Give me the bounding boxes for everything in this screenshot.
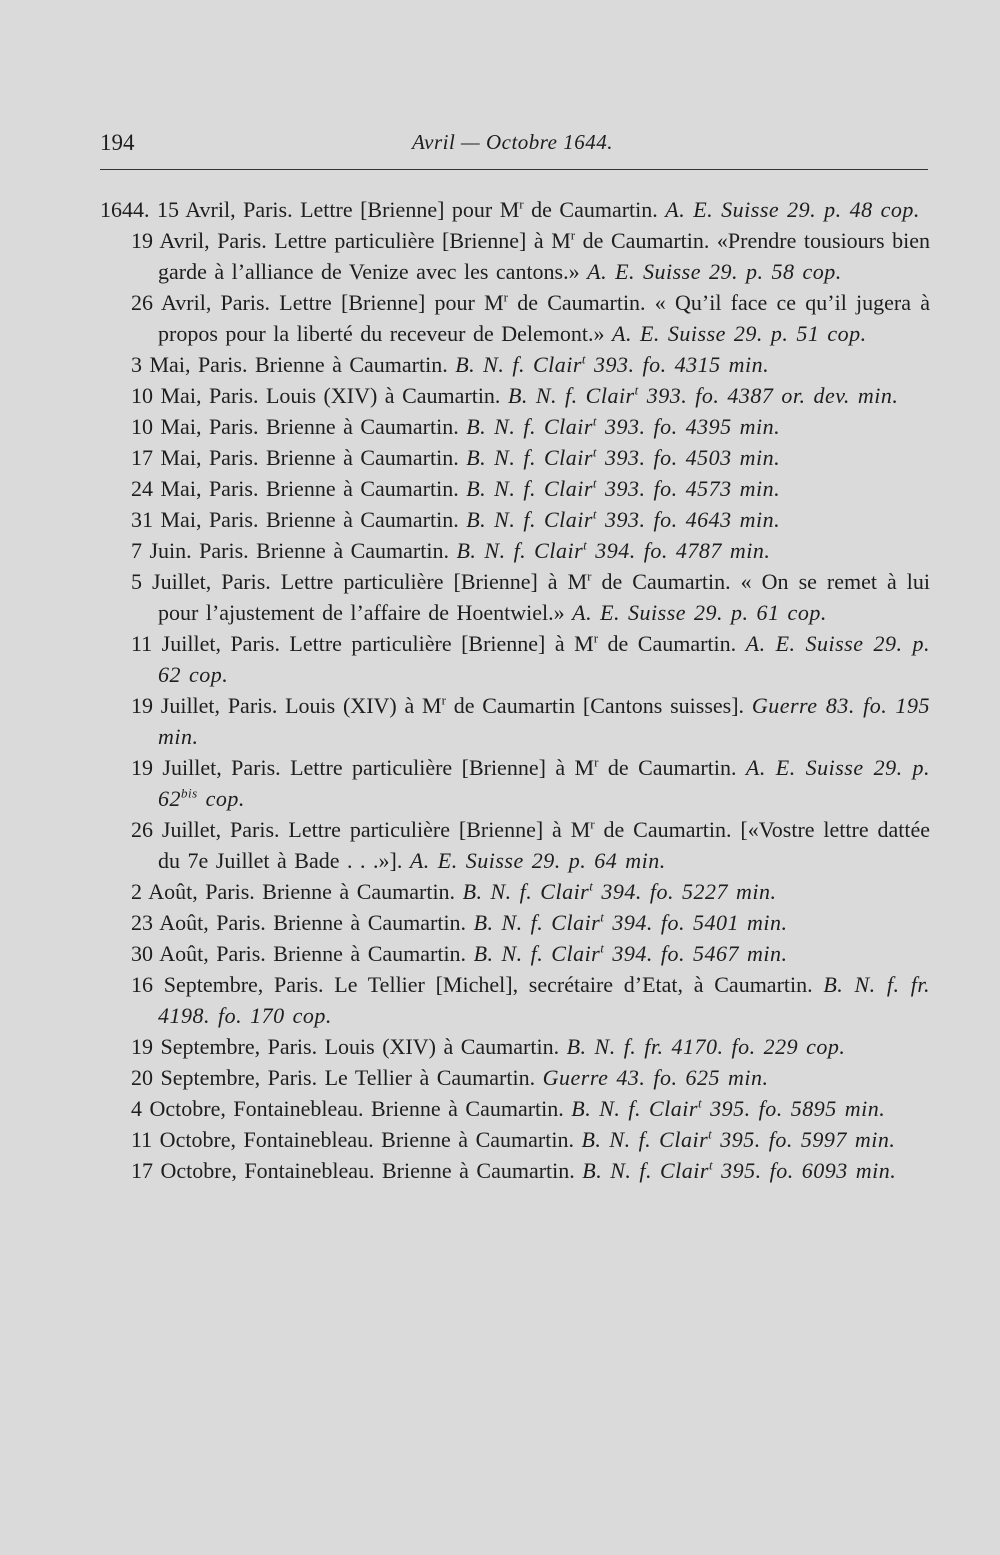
calendar-entry (100, 380, 930, 411)
calendar-entry (100, 969, 930, 1031)
entry-ref-sup: t (600, 909, 605, 925)
entry-ref: A. E. Suisse 29. p. 58 cop. (587, 259, 842, 284)
page-number: 194 (100, 130, 135, 155)
entry-sup: r (503, 289, 508, 305)
entry-ref: B. N. f. Clair (473, 910, 601, 935)
entry-post: de Caumartin. (523, 197, 666, 222)
entry-ref-sup: t (592, 475, 598, 491)
entry-ref-post: 393. fo. 4387 or. dev. min. (638, 383, 899, 408)
entry-sup: r (441, 692, 446, 708)
entry-ref: B. N. f. Clair (466, 414, 593, 439)
entry-ref-post: 395. fo. 5997 min. (712, 1127, 896, 1152)
entry-pre: 20 Septembre, Paris. Le Tellier à Caumartin. (131, 1065, 543, 1090)
entry-ref-post: 394. fo. 5467 min. (604, 941, 788, 966)
entry-pre: 30 Août, Paris. Brienne à Caumartin. (131, 941, 474, 966)
entry-ref: Guerre 43. fo. 625 min. (542, 1065, 769, 1090)
entry-sup: r (590, 816, 595, 832)
entry-pre: 11 Octobre, Fontainebleau. Brienne à Caumartin. (131, 1127, 582, 1152)
calendar-entry (100, 349, 930, 380)
entry-pre: 19 Avril, Paris. Lettre particulière [Brienne] à M (131, 228, 571, 253)
entry-post: de Caumartin. (598, 631, 746, 656)
entry-ref-sup: t (708, 1126, 713, 1142)
entry-ref-sup: t (634, 382, 639, 398)
entry-ref-sup: t (600, 940, 605, 956)
running-title: Avril — Octobre 1644. (411, 130, 614, 154)
entry-ref-post: 394. fo. 5401 min. (604, 910, 788, 935)
calendar-entry (100, 225, 930, 287)
entry-post: de Caumartin [Cantons suisses]. (445, 693, 752, 718)
entry-sup: r (519, 196, 524, 212)
entry-ref: B. N. f. Clair (581, 1127, 709, 1152)
entry-ref: B. N. f. Clair (466, 507, 593, 532)
entry-pre: 16 Septembre, Paris. Le Tellier [Michel], secrétaire d’Etat, à Caumartin. (131, 972, 824, 997)
entry-ref-sup: t (581, 351, 587, 367)
calendar-entry (100, 814, 930, 876)
entry-post: de Caumartin. « On se remet à lui pour l’ajustement de l’affaire de Hoentwiel.» (158, 569, 930, 625)
entry-ref: B. N. f. Clair (456, 538, 584, 563)
entry-ref-post: 395. fo. 5895 min. (702, 1096, 886, 1121)
entry-ref-sup: bis (181, 785, 198, 801)
entry-pre: 26 Juillet, Paris. Lettre particulière [Brienne] à M (131, 817, 591, 842)
entry-ref-post: 395. fo. 6093 min. (713, 1158, 897, 1183)
entry-pre: 1644. 15 Avril, Paris. Lettre [Brienne] pour M (100, 197, 520, 222)
entry-ref: B. N. f. fr. 4198. fo. 170 cop. (158, 972, 930, 1028)
entry-ref: B. N. f. Clair (455, 352, 582, 377)
entry-ref-sup: t (697, 1095, 703, 1111)
entry-pre: 7 Juin. Paris. Brienne à Caumartin. (131, 538, 457, 563)
entry-post: de Caumartin. (598, 755, 746, 780)
entry-pre: 10 Mai, Paris. Brienne à Caumartin. (131, 414, 467, 439)
entry-pre: 17 Mai, Paris. Brienne à Caumartin. (131, 445, 467, 470)
entry-ref-post: 393. fo. 4643 min. (597, 507, 781, 532)
calendar-entry (100, 907, 930, 938)
calendar-entry (100, 1155, 930, 1186)
running-header (100, 126, 925, 162)
entry-ref: B. N. f. Clair (507, 383, 635, 408)
entry-ref-sup: t (592, 413, 598, 429)
calendar-entry (100, 1124, 930, 1155)
entry-ref: B. N. f. Clair (582, 1158, 709, 1183)
calendar-entry (100, 628, 930, 690)
entry-ref-sup: t (583, 537, 588, 553)
calendar-entry (100, 938, 930, 969)
entry-pre: 17 Octobre, Fontainebleau. Brienne à Caumartin. (131, 1158, 583, 1183)
entry-ref: B. N. f. Clair (462, 879, 590, 904)
entry-ref-post: 394. fo. 4787 min. (587, 538, 771, 563)
calendar-entry (100, 566, 930, 628)
entry-pre: 26 Avril, Paris. Lettre [Brienne] pour M (131, 290, 504, 315)
entry-ref-post: 394. fo. 5227 min. (593, 879, 777, 904)
entry-list (100, 194, 930, 1186)
entry-pre: 31 Mai, Paris. Brienne à Caumartin. (131, 507, 467, 532)
calendar-entry (100, 287, 930, 349)
entry-pre: 24 Mai, Paris. Brienne à Caumartin. (131, 476, 467, 501)
entry-ref-sup: t (592, 506, 598, 522)
entry-sup: r (593, 630, 599, 646)
entry-ref-post: 393. fo. 4503 min. (597, 445, 781, 470)
entry-ref: A. E. Suisse 29. p. 64 min. (409, 848, 666, 873)
entry-ref-sup: t (589, 878, 594, 894)
entry-pre: 23 Août, Paris. Brienne à Caumartin. (131, 910, 474, 935)
calendar-entry (100, 473, 930, 504)
calendar-entry (100, 1031, 930, 1062)
entry-pre: 5 Juillet, Paris. Lettre particulière [Brienne] à M (131, 569, 588, 594)
entry-pre: 19 Septembre, Paris. Louis (XIV) à Caumartin. (131, 1034, 567, 1059)
calendar-entry (100, 504, 930, 535)
entry-ref: Guerre 83. fo. 195 min. (158, 693, 930, 749)
calendar-entry (100, 1062, 930, 1093)
entry-pre: 2 Août, Paris. Brienne à Caumartin. (131, 879, 463, 904)
entry-ref: A. E. Suisse 29. p. 61 cop. (572, 600, 827, 625)
entry-sup: r (587, 568, 592, 584)
entry-ref-sup: t (708, 1157, 714, 1173)
entry-pre: 11 Juillet, Paris. Lettre particulière [Brienne] à M (131, 631, 594, 656)
header-rule (100, 169, 928, 170)
entry-ref: B. N. f. Clair (571, 1096, 698, 1121)
entry-ref-sup: t (592, 444, 598, 460)
entry-ref-post: 393. fo. 4395 min. (597, 414, 781, 439)
entry-post: de Caumartin. « Qu’il face ce qu’il jugera à propos pour la liberté du receveur de Delemont.» (158, 290, 930, 346)
calendar-entry (100, 876, 930, 907)
entry-ref: B. N. f. Clair (466, 445, 593, 470)
entry-pre: 19 Juillet, Paris. Lettre particulière [Brienne] à M (131, 755, 595, 780)
entry-sup: r (570, 227, 576, 243)
entry-ref-post: 393. fo. 4315 min. (586, 352, 770, 377)
entry-ref: B. N. f. fr. 4170. fo. 229 cop. (566, 1034, 846, 1059)
entry-sup: r (594, 754, 599, 770)
calendar-entry (100, 1093, 930, 1124)
calendar-entry (100, 752, 930, 814)
calendar-entry (100, 690, 930, 752)
entry-post: de Caumartin. [«Vostre lettre dattée du 7e Juillet à Bade . . .»]. (158, 817, 931, 873)
entry-ref: B. N. f. Clair (473, 941, 601, 966)
calendar-entry (100, 411, 930, 442)
calendar-entry (100, 535, 930, 566)
calendar-entry (100, 442, 930, 473)
entry-ref: A. E. Suisse 29. p. 62 (158, 755, 930, 811)
entry-ref: A. E. Suisse 29. p. 51 cop. (612, 321, 867, 346)
entry-ref: A. E. Suisse 29. p. 62 cop. (158, 631, 930, 687)
entry-ref: B. N. f. Clair (466, 476, 593, 501)
entry-pre: 19 Juillet, Paris. Louis (XIV) à M (131, 693, 442, 718)
entry-pre: 4 Octobre, Fontainebleau. Brienne à Caumartin. (131, 1096, 572, 1121)
entry-ref-post: 393. fo. 4573 min. (597, 476, 781, 501)
entry-ref-post: cop. (197, 786, 245, 811)
entry-post: de Caumartin. «Prendre tousiours bien garde à l’alliance de Venize avec les cantons.» (158, 228, 930, 284)
calendar-entry (100, 194, 930, 225)
entry-pre: 3 Mai, Paris. Brienne à Caumartin. (131, 352, 456, 377)
entry-ref: A. E. Suisse 29. p. 48 cop. (665, 197, 920, 222)
entry-pre: 10 Mai, Paris. Louis (XIV) à Caumartin. (131, 383, 508, 408)
